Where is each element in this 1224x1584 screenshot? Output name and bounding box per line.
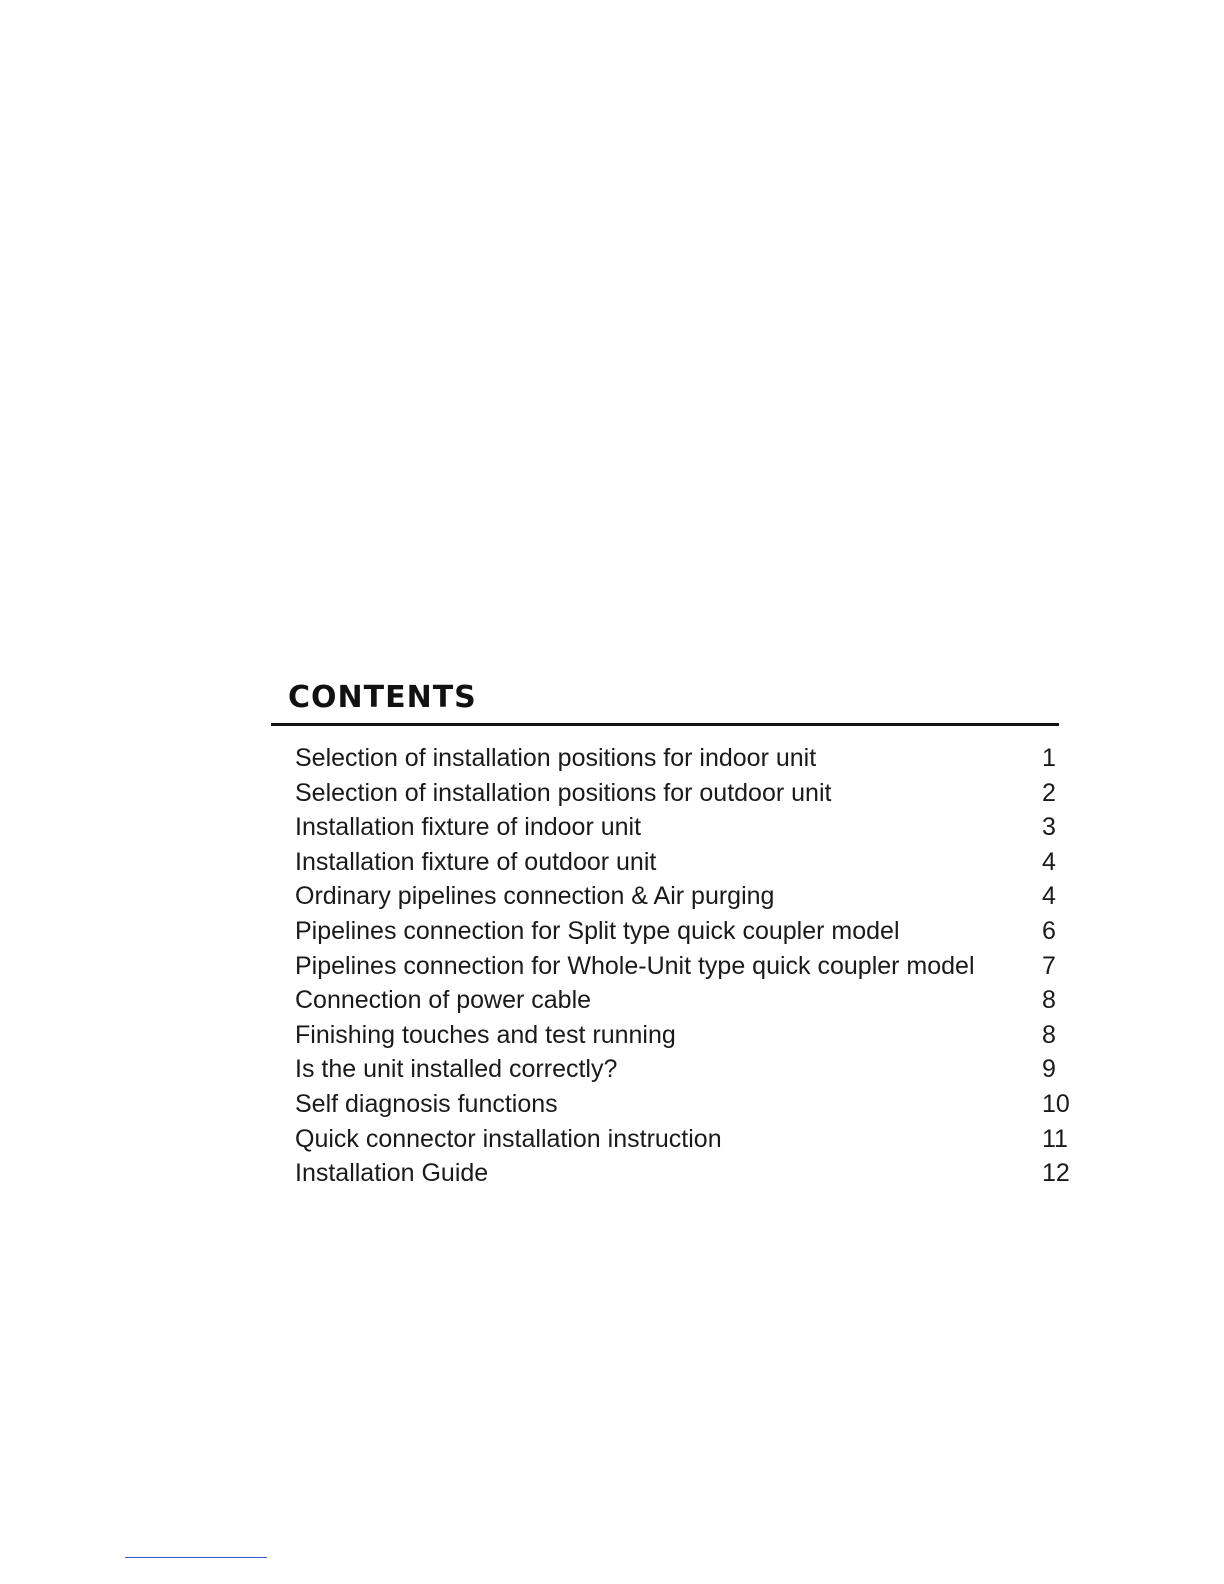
toc-entry[interactable]	[295, 741, 1085, 776]
toc-entry-page: 4	[1042, 847, 1056, 876]
toc-entry[interactable]	[295, 879, 1085, 914]
toc-entry[interactable]	[295, 1052, 1085, 1087]
toc-entry-page: 8	[1042, 986, 1056, 1015]
toc-entry-page: 3	[1042, 813, 1056, 842]
toc-entry-label: Installation fixture of indoor unit	[295, 813, 642, 842]
toc-entry[interactable]	[295, 1156, 1085, 1191]
toc-entry-label: Installation Guide	[295, 1159, 489, 1188]
heading-divider	[271, 723, 1059, 726]
toc-entry[interactable]	[295, 776, 1085, 811]
contents-heading: CONTENTS	[288, 680, 477, 715]
toc-entry-label: Is the unit installed correctly?	[295, 1055, 618, 1084]
toc-entry-label: Self diagnosis functions	[295, 1089, 558, 1118]
toc-entry-page: 4	[1042, 882, 1056, 911]
toc-entry-page: 8	[1042, 1020, 1056, 1049]
table-of-contents	[295, 741, 1085, 1191]
toc-entry-label: Selection of installation positions for indoor unit	[295, 744, 817, 772]
toc-entry[interactable]	[295, 949, 1085, 984]
toc-entry-page: 6	[1042, 916, 1056, 945]
toc-entry[interactable]	[295, 810, 1085, 845]
toc-entry-page: 9	[1042, 1055, 1056, 1084]
toc-entry-label: Pipelines connection for Whole-Unit type quick coupler model	[295, 951, 975, 980]
toc-entry[interactable]	[295, 983, 1085, 1018]
toc-entry-label: Installation fixture of outdoor unit	[295, 847, 657, 876]
toc-entry-page: 1	[1042, 744, 1056, 772]
toc-entry-page: 7	[1042, 951, 1056, 980]
toc-entry-label: Pipelines connection for Split type quick coupler model	[295, 916, 900, 945]
toc-entry[interactable]	[295, 914, 1085, 949]
toc-entry[interactable]	[295, 1122, 1085, 1157]
toc-entry-label: Quick connector installation instruction	[295, 1124, 722, 1153]
toc-entry[interactable]	[295, 1018, 1085, 1053]
toc-entry[interactable]	[295, 1087, 1085, 1122]
toc-entry-page: 2	[1042, 778, 1056, 807]
toc-entry-page: 11	[1042, 1124, 1068, 1153]
toc-entry-label: Finishing touches and test running	[295, 1020, 676, 1049]
toc-entry[interactable]	[295, 845, 1085, 880]
toc-entry-page: 12	[1042, 1159, 1070, 1188]
toc-entry-label: Selection of installation positions for outdoor unit	[295, 778, 832, 807]
footer-divider	[125, 1557, 267, 1558]
toc-entry-label: Connection of power cable	[295, 986, 592, 1015]
toc-entry-label: Ordinary pipelines connection & Air purging	[295, 882, 775, 911]
toc-entry-page: 10	[1042, 1089, 1070, 1118]
